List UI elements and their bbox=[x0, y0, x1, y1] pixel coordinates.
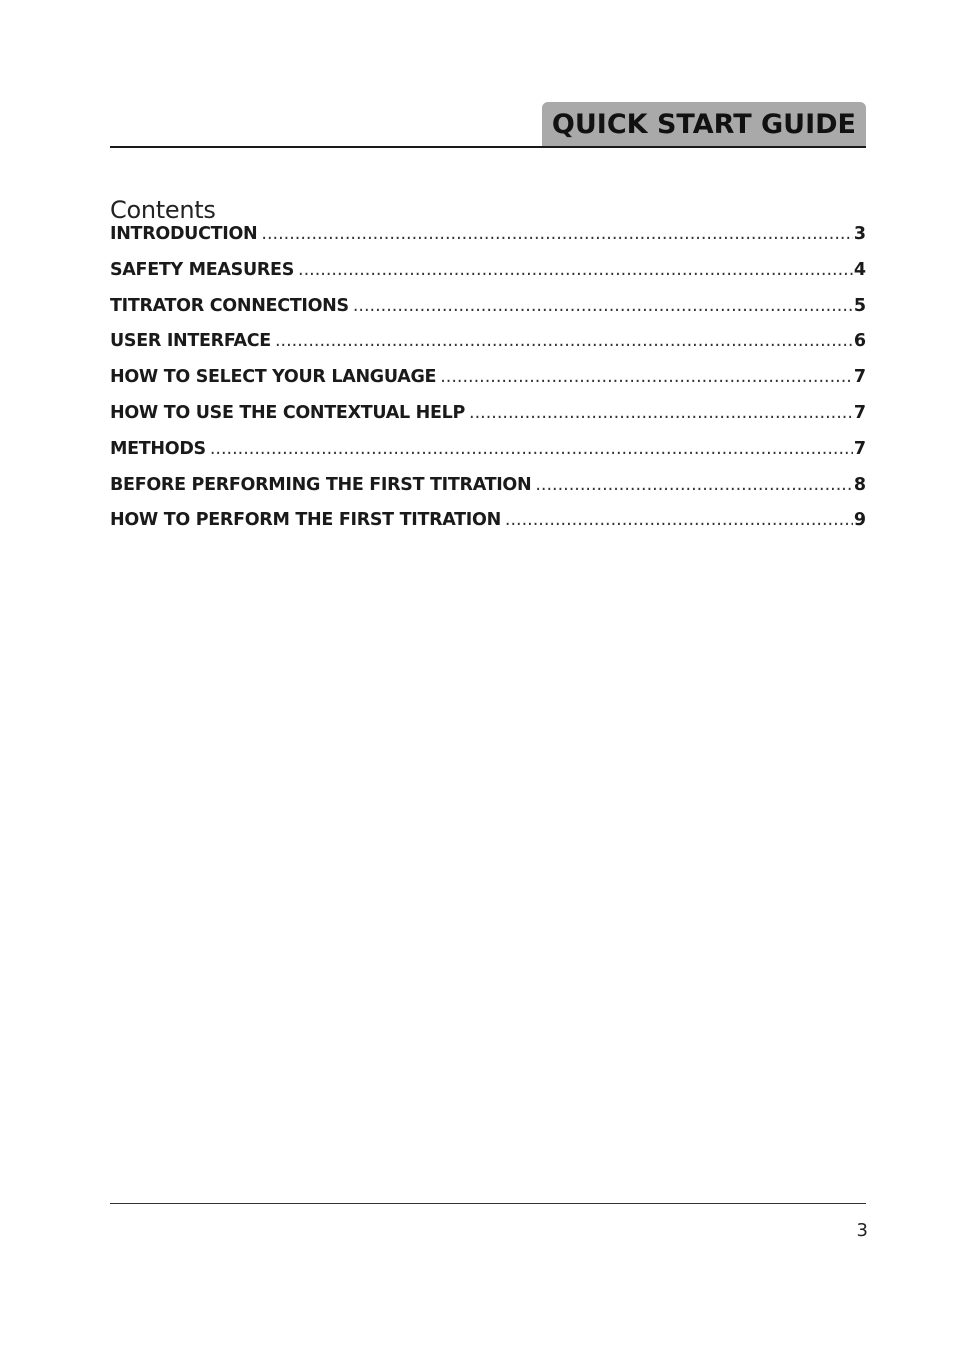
contents-heading: Contents bbox=[110, 195, 216, 224]
toc-entry-page: 8 bbox=[853, 474, 866, 495]
toc-dot-leader bbox=[505, 510, 853, 530]
header-rule bbox=[110, 146, 866, 148]
toc-entry-introduction[interactable] bbox=[110, 224, 866, 260]
toc-entry-label: BEFORE PERFORMING THE FIRST TITRATION bbox=[110, 474, 532, 495]
toc-entry-select-language[interactable] bbox=[110, 367, 866, 403]
toc-entry-label: SAFETY MEASURES bbox=[110, 259, 295, 280]
guide-title: QUICK START GUIDE bbox=[542, 102, 866, 146]
toc-entry-page: 4 bbox=[853, 259, 866, 280]
page-number: 3 bbox=[856, 1220, 868, 1241]
toc-entry-user-interface[interactable] bbox=[110, 331, 866, 367]
toc-entry-perform-first-titration[interactable] bbox=[110, 510, 866, 546]
toc-entry-page: 5 bbox=[853, 295, 866, 316]
toc-entry-safety-measures[interactable] bbox=[110, 260, 866, 296]
toc-entry-label: HOW TO PERFORM THE FIRST TITRATION bbox=[110, 510, 501, 531]
toc-dot-leader bbox=[298, 260, 853, 280]
toc-dot-leader bbox=[440, 367, 853, 387]
toc-entry-page: 7 bbox=[853, 438, 866, 459]
toc-entry-contextual-help[interactable] bbox=[110, 403, 866, 439]
toc-entry-label: METHODS bbox=[110, 438, 206, 459]
toc-entry-page: 7 bbox=[853, 402, 866, 423]
toc-entry-label: HOW TO SELECT YOUR LANGUAGE bbox=[110, 367, 437, 388]
table-of-contents bbox=[110, 224, 866, 546]
toc-dot-leader bbox=[353, 296, 853, 316]
toc-dot-leader bbox=[210, 439, 853, 459]
toc-entry-page: 7 bbox=[853, 367, 866, 388]
toc-dot-leader bbox=[469, 403, 853, 423]
toc-entry-before-first-titration[interactable] bbox=[110, 475, 866, 511]
toc-entry-label: INTRODUCTION bbox=[110, 224, 258, 244]
toc-dot-leader bbox=[275, 331, 853, 351]
toc-entry-titrator-connections[interactable] bbox=[110, 296, 866, 332]
toc-entry-page: 3 bbox=[853, 224, 866, 244]
toc-entry-page: 6 bbox=[853, 331, 866, 352]
toc-entry-label: TITRATOR CONNECTIONS bbox=[110, 295, 349, 316]
toc-entry-page: 9 bbox=[853, 510, 866, 531]
toc-dot-leader bbox=[535, 475, 852, 495]
footer-rule bbox=[110, 1203, 866, 1204]
toc-entry-methods[interactable] bbox=[110, 439, 866, 475]
toc-entry-label: HOW TO USE THE CONTEXTUAL HELP bbox=[110, 402, 466, 423]
toc-dot-leader bbox=[261, 224, 852, 244]
toc-entry-label: USER INTERFACE bbox=[110, 331, 271, 352]
